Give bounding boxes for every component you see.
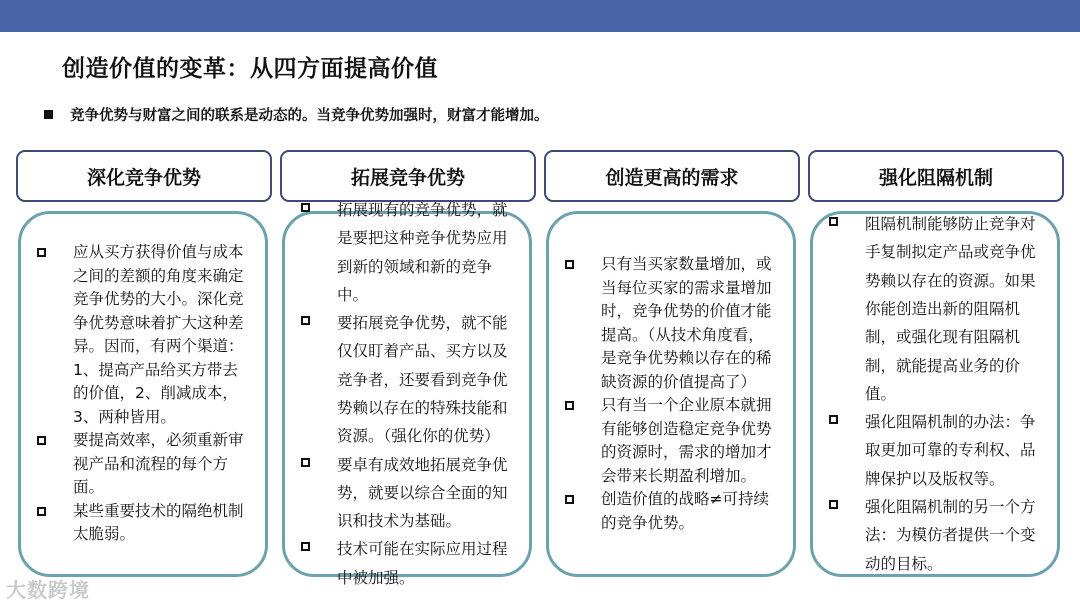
column-heading: 创造更高的需求 xyxy=(544,150,800,202)
list-item: 技术可能在实际应用过程中被加强。 xyxy=(301,535,513,592)
bullet-square-icon xyxy=(44,110,53,119)
list-item: 阻隔机制能够防止竞争对手复制拟定产品或竞争优势赖以存在的资源。如果你能创造出新的阻隔机制，或强化现有阻隔机制，就能提高业务的价值。 xyxy=(829,210,1041,408)
checkbox-bullet-icon xyxy=(37,436,46,445)
subtitle-row xyxy=(44,104,549,125)
column-content-box xyxy=(546,211,796,577)
column-heading: 强化阻隔机制 xyxy=(808,150,1064,202)
list-item: 强化阻隔机制的另一个方法：为模仿者提供一个变动的目标。 xyxy=(829,493,1041,578)
list-item: 只有当一个企业原本就拥有能够创造稳定竞争优势的资源时，需求的增加才会带来长期盈利增加。 xyxy=(565,394,777,488)
list-item: 拓展现有的竞争优势，就是要把这种竞争优势应用到新的领域和新的竞争中。 xyxy=(301,196,513,309)
list-item: 要提高效率，必须重新审视产品和流程的每个方面。 xyxy=(37,429,249,500)
checkbox-bullet-icon xyxy=(301,458,310,467)
subtitle: 竞争优势与财富之间的联系是动态的。当竞争优势加强时，财富才能增加。 xyxy=(70,108,549,124)
checkbox-bullet-icon xyxy=(37,507,46,516)
checkbox-bullet-icon xyxy=(565,401,574,410)
checkbox-bullet-icon xyxy=(829,415,838,424)
checkbox-bullet-icon xyxy=(37,248,46,257)
list-item: 应从买方获得价值与成本之间的差额的角度来确定竞争优势的大小。深化竞争优势意味着扩大这种差异。因而，有两个渠道：1、提高产品给买方带去的价值，2、削减成本，3、两种皆用。 xyxy=(37,241,249,429)
bullet-list xyxy=(829,210,1041,578)
bullet-list xyxy=(565,253,777,535)
list-item: 只有当买家数量增加，或当每位买家的需求量增加时，竞争优势的价值才能提高。（从技术角度看，是竞争优势赖以存在的稀缺资源的价值提高了） xyxy=(565,253,777,394)
watermark: 大数跨境 xyxy=(6,578,90,602)
checkbox-bullet-icon xyxy=(301,542,310,551)
list-item: 要拓展竞争优势，就不能仅仅盯着产品、买方以及竞争者，还要看到竞争优势赖以存在的特殊技能和资源。（强化你的优势） xyxy=(301,309,513,450)
bullet-list xyxy=(37,241,249,547)
column-content-box xyxy=(282,200,532,587)
column-content-box xyxy=(18,211,268,577)
list-item: 要卓有成效地拓展竞争优势，就要以综合全面的知识和技术为基础。 xyxy=(301,451,513,536)
column-content-box xyxy=(810,211,1060,577)
list-item: 创造价值的战略≠可持续的竞争优势。 xyxy=(565,488,777,535)
list-item: 强化阻隔机制的办法：争取更加可靠的专利权、品牌保护以及版权等。 xyxy=(829,408,1041,493)
checkbox-bullet-icon xyxy=(829,217,838,226)
column-heading: 深化竞争优势 xyxy=(16,150,272,202)
top-banner xyxy=(0,0,1080,32)
checkbox-bullet-icon xyxy=(565,495,574,504)
column-heading: 拓展竞争优势 xyxy=(280,150,536,202)
checkbox-bullet-icon xyxy=(301,203,310,212)
checkbox-bullet-icon xyxy=(829,500,838,509)
checkbox-bullet-icon xyxy=(565,260,574,269)
checkbox-bullet-icon xyxy=(301,316,310,325)
bullet-list xyxy=(301,196,513,592)
page-title: 创造价值的变革：从四方面提高价值 xyxy=(62,56,438,82)
list-item: 某些重要技术的隔绝机制太脆弱。 xyxy=(37,500,249,547)
